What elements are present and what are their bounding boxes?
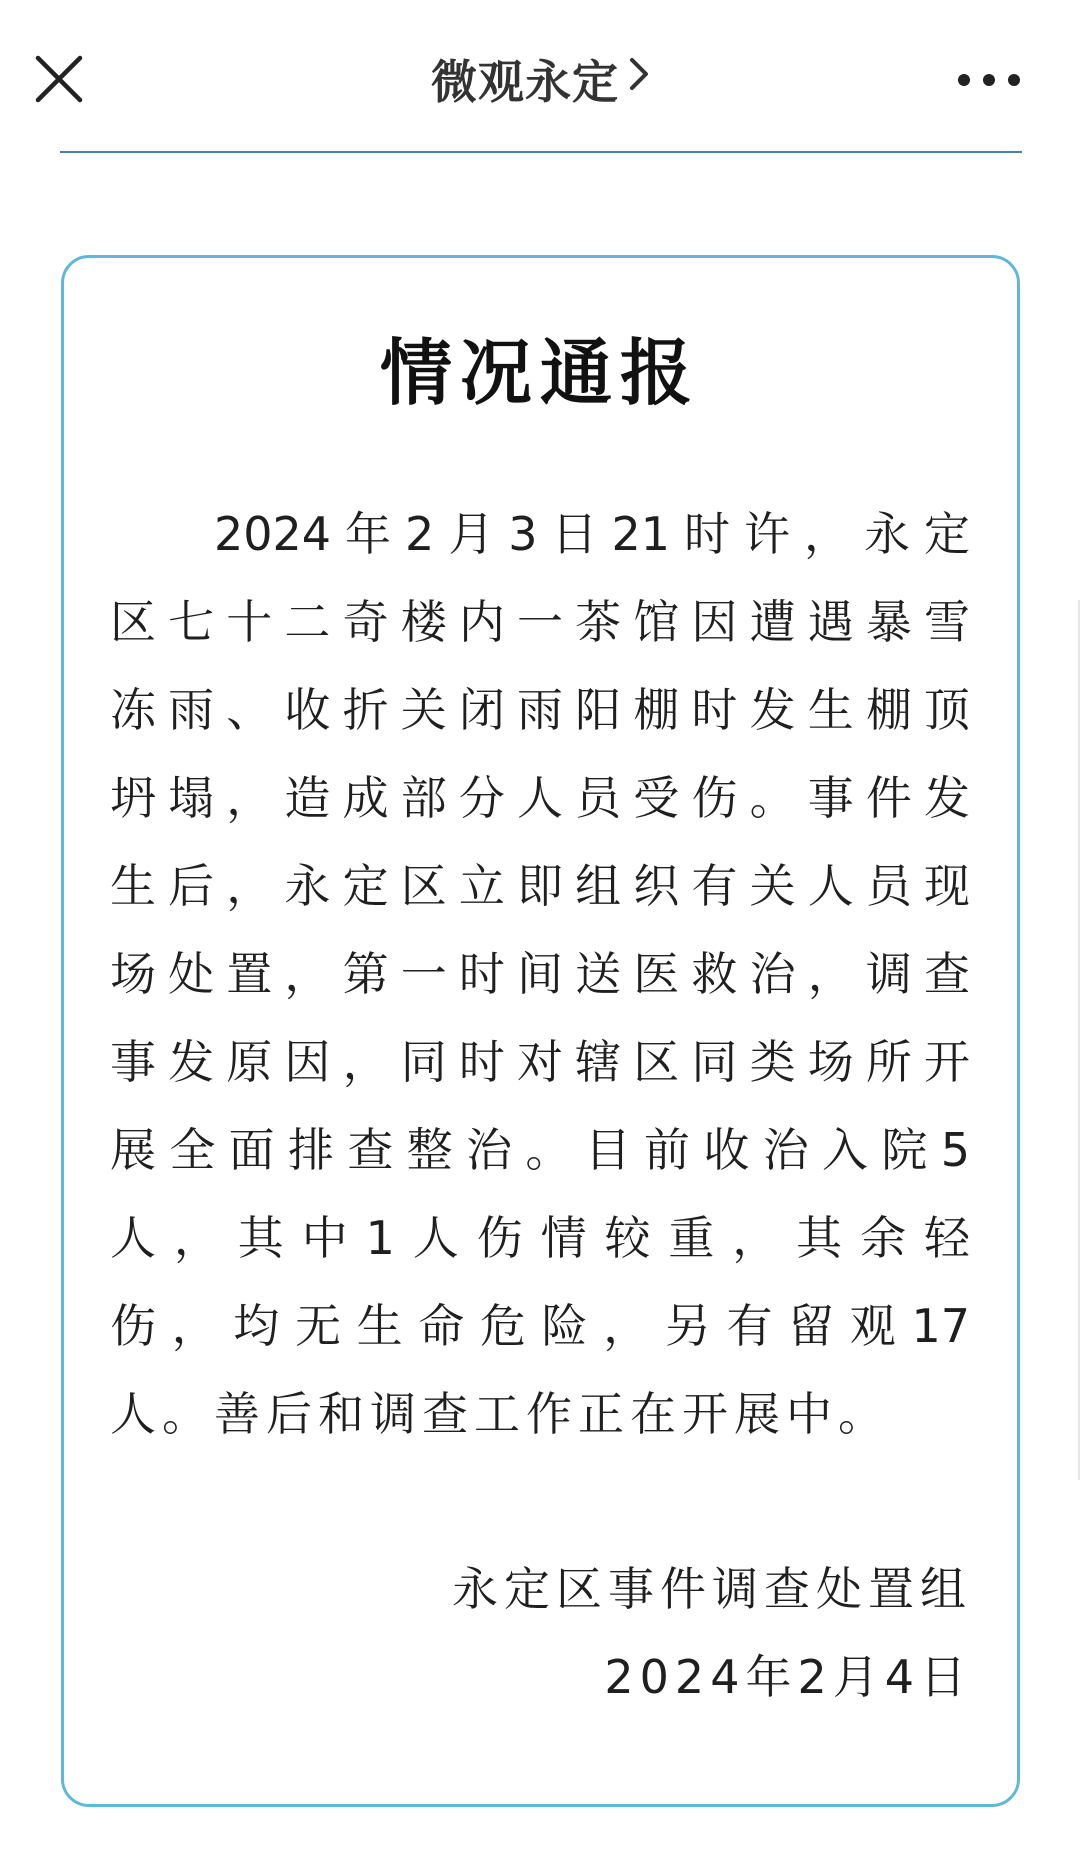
body-line: 展全面排查整治。目前收治入院5 — [110, 1123, 970, 1177]
body-line: 人。善后和调查工作正在开展中。 — [110, 1387, 890, 1441]
body-line: 场处置，第一时间送医救治，调查 — [110, 947, 970, 1001]
top-bar — [0, 0, 1080, 150]
header-divider — [60, 151, 1022, 153]
body-line: 事发原因，同时对辖区同类场所开 — [110, 1035, 970, 1089]
issuer-name: 永定区事件调查处置组 — [452, 1562, 972, 1616]
body-line: 生后，永定区立即组织有关人员现 — [110, 859, 970, 913]
body-line: 冻雨、收折关闭雨阳棚时发生棚顶 — [110, 683, 970, 737]
more-horizontal-icon — [954, 62, 1024, 98]
more-button[interactable] — [954, 62, 1024, 98]
body-line: 人，其中1人伤情较重，其余轻 — [110, 1211, 970, 1265]
body-line: 2024年2月3日21时许，永定 — [214, 507, 970, 561]
body-line: 区七十二奇楼内一茶馆因遭遇暴雪 — [110, 595, 970, 649]
body-line: 伤，均无生命危险，另有留观17 — [110, 1299, 970, 1353]
chevron-right-icon — [629, 57, 649, 95]
body-line: 坍塌，造成部分人员受伤。事件发 — [110, 771, 970, 825]
account-title-link[interactable] — [0, 46, 1080, 112]
issue-date: 2024年2月4日 — [604, 1650, 972, 1704]
signature-block — [452, 1545, 972, 1721]
account-title: 微观永定 — [431, 55, 619, 109]
notice-body — [110, 490, 970, 1458]
notice-title: 情况通报 — [379, 331, 700, 415]
